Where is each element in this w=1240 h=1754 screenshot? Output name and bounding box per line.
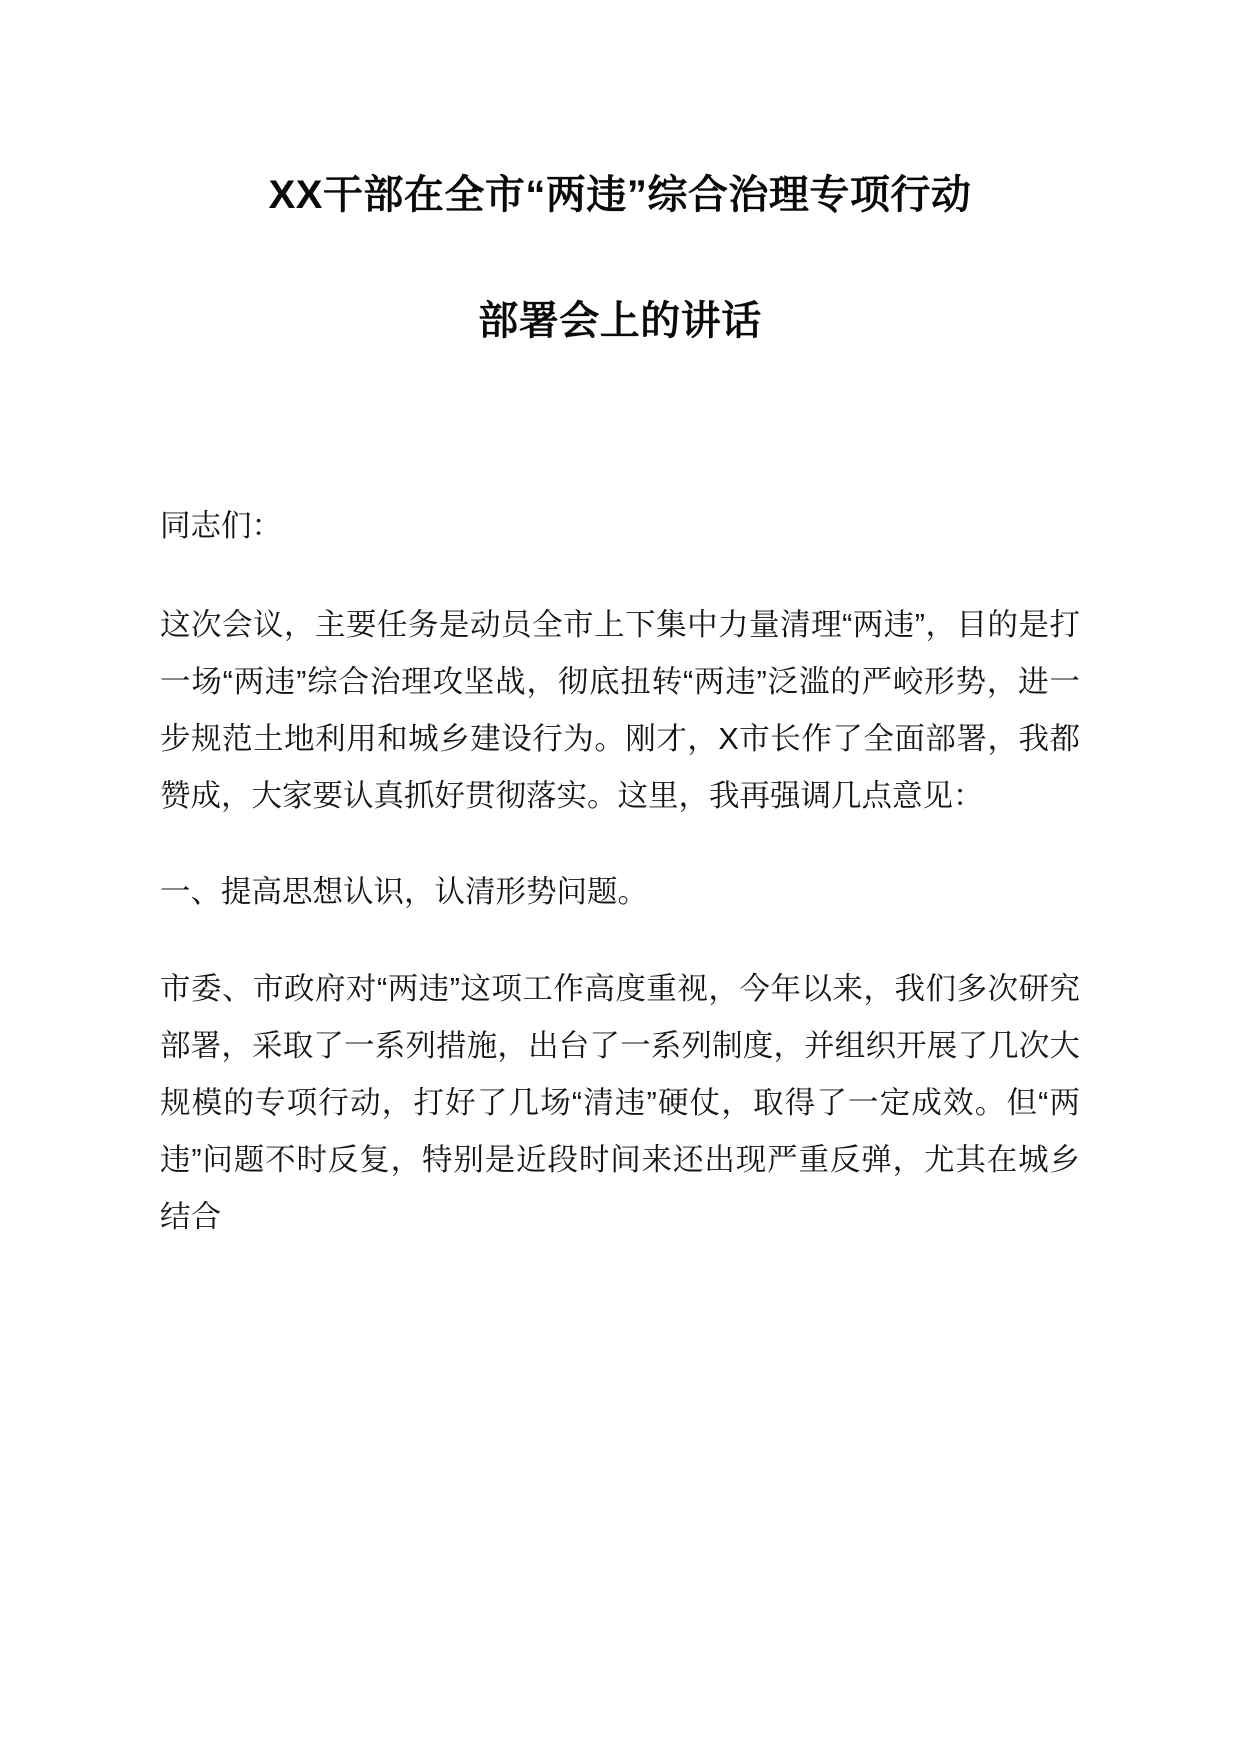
document-title-line-1: XX干部在全市“两违”综合治理专项行动: [268, 173, 972, 217]
salutation: 同志们：: [160, 509, 282, 543]
section-heading-1: 一、提高思想认识，认清形势问题。: [160, 875, 648, 909]
document-title: [160, 0, 1080, 348]
body-paragraph-1: 这次会议，主要任务是动员全市上下集中力量清理“两违”，目的是打一场“两违”综合治理攻坚战，彻底扭转“两违”泛滥的严峧形势，进一步规范土地利用和城乡建设行为。刚才，X市长作了全面部署，我都赞成，大家要认真抓好贯彻落实。这里，我再强调几点意见：: [160, 608, 1080, 813]
body-paragraph-2: 市委、市政府对“两违”这项工作高度重视，今年以来，我们多次研究部署，采取了一系列措施，出台了一系列制度，并组织开展了几次大规模的专项行动，打好了几场“清违”硬仗，取得了一定成效。但“两违”问题不时反复，特别是近段时间来还出现严重反弹，尤其在城乡结合: [160, 972, 1080, 1234]
document-title-line-2: 部署会上的讲话: [478, 299, 762, 343]
document-body: [160, 498, 1080, 1246]
